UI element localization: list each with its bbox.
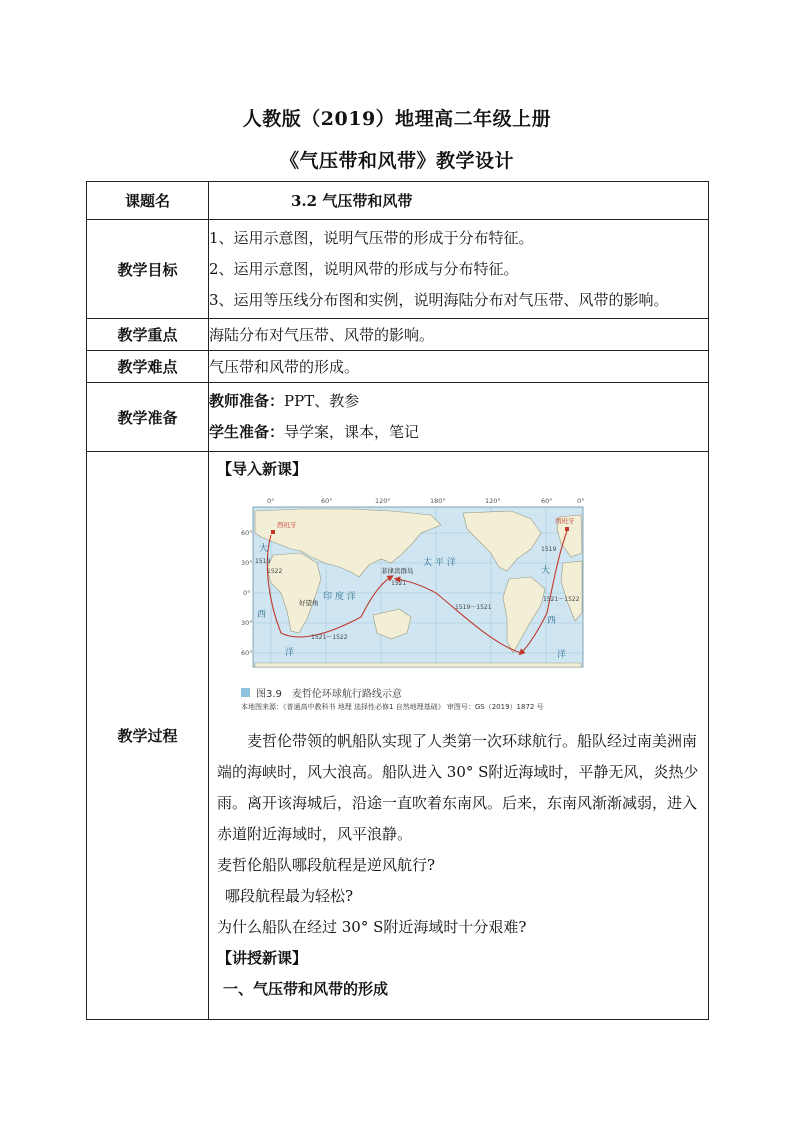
year-1521-1522: 1521～1522	[311, 634, 348, 641]
prep-cell	[209, 383, 709, 452]
question-3: 为什么船队在经过 30° S附近海域时十分艰难?	[217, 918, 527, 936]
year-1521-1522-right: 1521～1522	[543, 596, 580, 603]
lat-30n: 30°	[241, 559, 253, 567]
spain-right-label: 西班牙	[555, 517, 575, 525]
difficulty-value: 气压带和风带的形成。	[209, 351, 709, 383]
atlantic-label-f: 洋	[557, 650, 567, 660]
goals-label: 教学目标	[87, 220, 209, 319]
lon-0-right: 0°	[577, 497, 585, 505]
section-1-heading: 一、气压带和风带的形成	[223, 980, 389, 998]
intro-paragraph: 麦哲伦带领的帆船队实现了人类第一次环球航行。船队经过南美洲南端的海峡时，风大浪高。船队进入 30° S附近海域时，平静无风，炎热少雨。离开该海城后，沿途一直吹着东南风。后来，东南风渐渐减弱，进入赤道附近海域时，风平浪静。	[217, 732, 699, 843]
magellan-route-map	[241, 493, 593, 683]
philippines-label: 菲律宾群岛	[381, 567, 414, 575]
lat-0: 0°	[243, 589, 251, 597]
lon-120w: 120°	[485, 497, 501, 505]
atlantic-label-c: 洋	[285, 648, 295, 658]
lat-60n: 60°	[241, 529, 253, 537]
lesson-plan-table	[86, 181, 709, 1020]
process-label: 教学过程	[87, 452, 209, 1020]
row-focus	[87, 319, 709, 351]
spain-marker-left	[271, 530, 275, 534]
goals-cell	[209, 220, 709, 319]
spain-marker-right	[565, 527, 569, 531]
atlantic-label-e: 西	[547, 616, 557, 626]
antarctica	[255, 663, 581, 667]
lon-60w: 60°	[541, 497, 553, 505]
pacific-label: 太 平 洋	[423, 558, 456, 568]
year-1519-left: 1519	[255, 558, 271, 565]
process-cell	[209, 452, 709, 1020]
lon-180: 180°	[430, 497, 446, 505]
focus-value: 海陆分布对气压带、风带的影响。	[209, 319, 709, 351]
question-1: 麦哲伦船队哪段航程是逆风航行?	[217, 856, 436, 874]
prep-label: 教学准备	[87, 383, 209, 452]
question-2: 哪段航程最为轻松?	[225, 887, 354, 905]
atlantic-label-b: 西	[257, 610, 267, 620]
prep-student	[209, 417, 708, 448]
prep-student-label: 学生准备：	[209, 423, 285, 441]
goal-2: 2、运用示意图，说明风带的形成与分布特征。	[209, 259, 519, 278]
intro-heading: 【导入新课】	[217, 460, 308, 478]
row-process	[87, 452, 709, 1020]
spain-left-label: 西班牙	[277, 521, 297, 529]
row-topic	[87, 182, 709, 220]
year-1522-left: 1522	[267, 568, 283, 575]
year-1521: 1521	[391, 580, 407, 587]
prep-student-value: 导学案，课本，笔记	[284, 423, 420, 441]
lat-60s: 60°	[241, 649, 253, 657]
lon-60e: 60°	[321, 497, 333, 505]
atlantic-label-a: 大	[259, 544, 269, 554]
topic-label: 课题名	[87, 182, 209, 220]
prep-teacher-value: PPT、教参	[284, 392, 360, 410]
difficulty-label: 教学难点	[87, 351, 209, 383]
row-goals	[87, 220, 709, 319]
row-preparation	[87, 383, 709, 452]
magellan-map-figure	[241, 493, 593, 712]
lat-30s: 30°	[241, 619, 253, 627]
prep-teacher	[209, 386, 708, 417]
year-1519-1521: 1519～1521	[455, 604, 492, 611]
goal-3: 3、运用等压线分布图和实例，说明海陆分布对气压带、风带的影响。	[209, 290, 669, 309]
caption-marker	[241, 688, 250, 697]
topic-value: 3.2 气压带和风带	[291, 192, 413, 210]
map-caption-text: 图3.9 麦哲伦环球航行路线示意	[256, 689, 402, 700]
lon-0: 0°	[267, 497, 275, 505]
document-title: 人教版（2019）地理高二年级上册	[242, 108, 552, 130]
map-source: 本地图来源：《普通高中教科书 地理 选择性必修1 自然地理基础》 审图号：GS（2019）1872 号	[241, 703, 544, 711]
map-caption	[241, 685, 593, 700]
lecture-heading: 【讲授新课】	[217, 949, 308, 967]
atlantic-label-d: 大	[541, 566, 551, 576]
year-1519-right: 1519	[541, 546, 557, 553]
lon-120e: 120°	[375, 497, 391, 505]
row-difficulty	[87, 351, 709, 383]
focus-label: 教学重点	[87, 319, 209, 351]
document-subtitle: 《气压带和风带》教学设计	[279, 150, 514, 172]
prep-teacher-label: 教师准备：	[209, 392, 285, 410]
topic-cell	[209, 182, 709, 220]
indian-label: 印 度 洋	[323, 592, 356, 602]
longitude-labels	[267, 497, 584, 505]
cape-label: 好望角	[299, 599, 319, 607]
goal-1: 1、运用示意图，说明气压带的形成于分布特征。	[209, 228, 534, 247]
latitude-labels	[241, 529, 253, 657]
